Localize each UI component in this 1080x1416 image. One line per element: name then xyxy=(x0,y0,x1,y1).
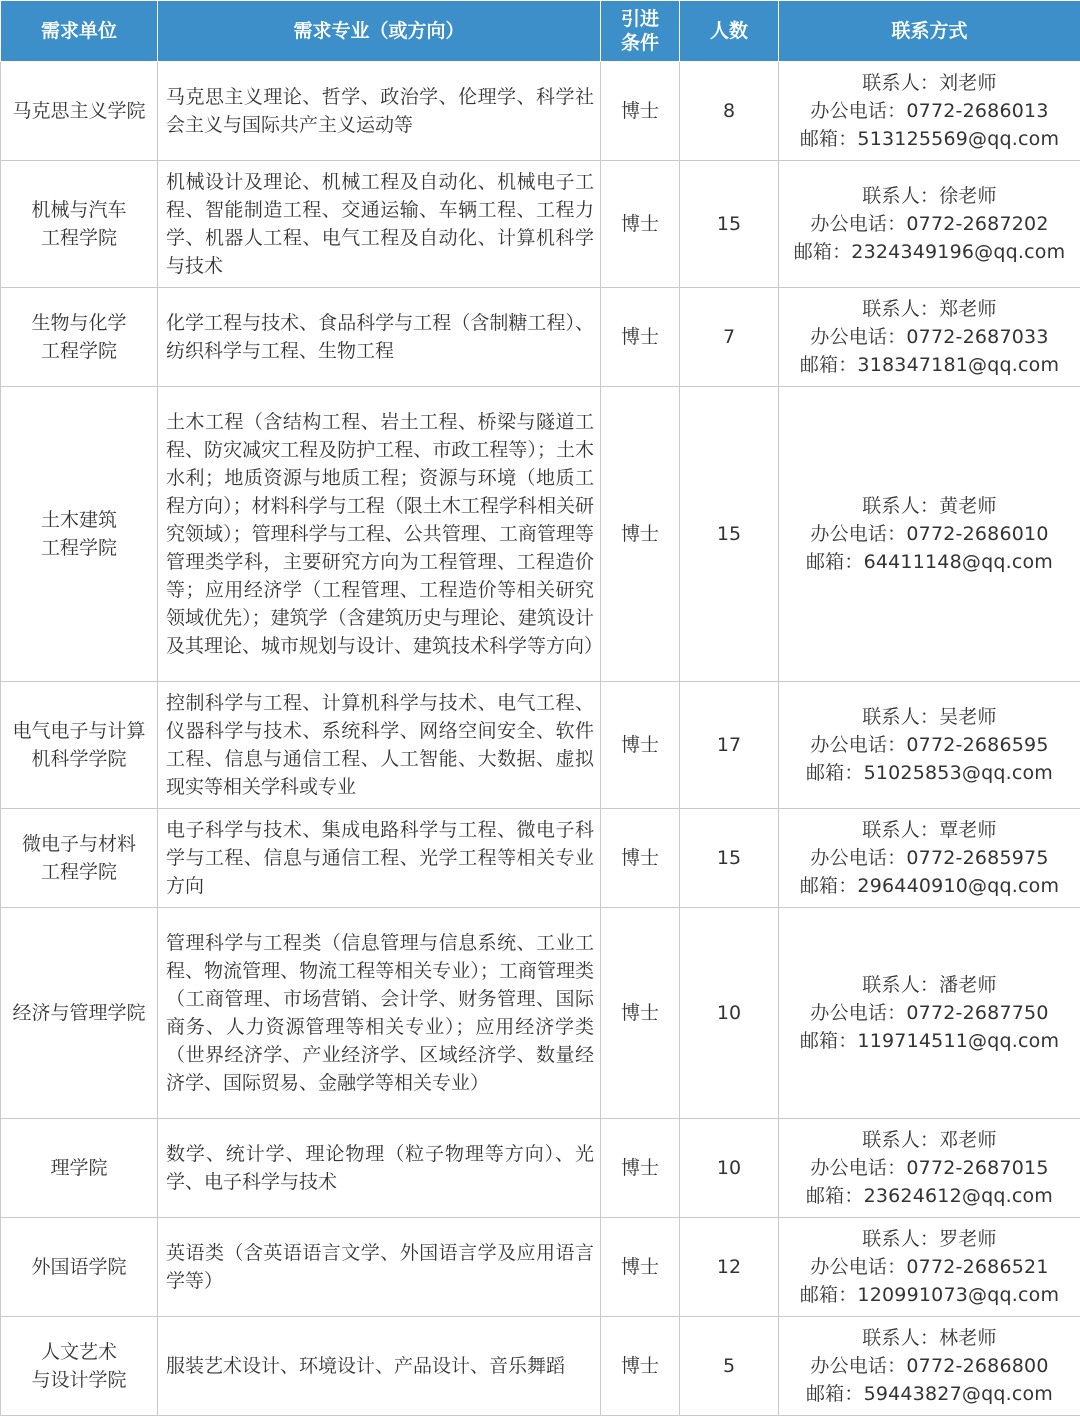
contact-person: 联系人：覃老师 xyxy=(779,816,1080,844)
unit-cell xyxy=(1,288,158,387)
count-cell: 15 xyxy=(680,161,779,288)
major-cell: 控制科学与工程、计算机科学与技术、电气工程、仪器科学与技术、系统科学、网络空间安全、软件工程、信息与通信工程、人工智能、大数据、虚拟现实等相关学科或专业 xyxy=(158,682,601,809)
contact-cell xyxy=(779,161,1080,288)
contact-person: 联系人：徐老师 xyxy=(779,182,1080,210)
unit-name-line: 土木建筑 xyxy=(3,506,155,534)
contact-cell xyxy=(779,62,1080,161)
condition-cell: 博士 xyxy=(601,1317,680,1416)
contact-email: 邮箱：64411148@qq.com xyxy=(779,548,1080,576)
major-cell: 马克思主义理论、哲学、政治学、伦理学、科学社会主义与国际共产主义运动等 xyxy=(158,62,601,161)
contact-cell xyxy=(779,387,1080,682)
major-cell: 数学、统计学、理论物理（粒子物理等方向）、光学、电子科学与技术 xyxy=(158,1119,601,1218)
table-row xyxy=(1,1119,1080,1218)
condition-cell: 博士 xyxy=(601,161,680,288)
unit-name-line: 工程学院 xyxy=(3,337,155,365)
unit-name-line: 人文艺术 xyxy=(3,1338,155,1366)
table-row xyxy=(1,62,1080,161)
table-row xyxy=(1,387,1080,682)
contact-phone: 办公电话：0772-2687202 xyxy=(779,210,1080,238)
unit-cell xyxy=(1,908,158,1119)
contact-email: 邮箱：296440910@qq.com xyxy=(779,872,1080,900)
major-cell: 英语类（含英语语言文学、外国语言学及应用语言学等） xyxy=(158,1218,601,1317)
table-header xyxy=(1,1,1080,62)
contact-phone: 办公电话：0772-2686521 xyxy=(779,1253,1080,1281)
unit-cell xyxy=(1,1218,158,1317)
major-cell: 服装艺术设计、环境设计、产品设计、音乐舞蹈 xyxy=(158,1317,601,1416)
unit-name-line: 理学院 xyxy=(3,1154,155,1182)
condition-cell: 博士 xyxy=(601,682,680,809)
header-major: 需求专业（或方向） xyxy=(158,1,601,62)
major-cell: 机械设计及理论、机械工程及自动化、机械电子工程、智能制造工程、交通运输、车辆工程、工程力学、机器人工程、电气工程及自动化、计算机科学与技术 xyxy=(158,161,601,288)
count-cell: 15 xyxy=(680,809,779,908)
table-row xyxy=(1,288,1080,387)
unit-name-line: 工程学院 xyxy=(3,224,155,252)
condition-cell: 博士 xyxy=(601,1119,680,1218)
count-cell: 17 xyxy=(680,682,779,809)
header-row xyxy=(1,1,1080,62)
contact-phone: 办公电话：0772-2687015 xyxy=(779,1154,1080,1182)
major-cell: 化学工程与技术、食品科学与工程（含制糖工程）、纺织科学与工程、生物工程 xyxy=(158,288,601,387)
condition-cell: 博士 xyxy=(601,288,680,387)
table-row xyxy=(1,809,1080,908)
condition-cell: 博士 xyxy=(601,809,680,908)
unit-name-line: 生物与化学 xyxy=(3,309,155,337)
unit-cell xyxy=(1,161,158,288)
count-cell: 12 xyxy=(680,1218,779,1317)
contact-cell xyxy=(779,1218,1080,1317)
contact-email: 邮箱：120991073@qq.com xyxy=(779,1281,1080,1309)
condition-cell: 博士 xyxy=(601,1218,680,1317)
contact-phone: 办公电话：0772-2686013 xyxy=(779,97,1080,125)
count-cell: 5 xyxy=(680,1317,779,1416)
contact-person: 联系人：吴老师 xyxy=(779,703,1080,731)
contact-cell xyxy=(779,908,1080,1119)
header-condition-line2: 条件 xyxy=(601,31,679,55)
unit-name-line: 微电子与材料 xyxy=(3,830,155,858)
unit-name-line: 与设计学院 xyxy=(3,1366,155,1394)
condition-cell: 博士 xyxy=(601,387,680,682)
contact-email: 邮箱：318347181@qq.com xyxy=(779,351,1080,379)
condition-cell: 博士 xyxy=(601,62,680,161)
major-cell: 土木工程（含结构工程、岩土工程、桥梁与隧道工程、防灾减灾工程及防护工程、市政工程等）；土木水利；地质资源与地质工程；资源与环境（地质工程方向）；材料科学与工程（限土木工程学科相关研究领域）；管理科学与工程、公共管理、工商管理等管理类学科，主要研究方向为工程管理、工程造价等；应用经济学（工程管理、工程造价等相关研究领域优先）；建筑学（含建筑历史与理论、建筑设计及其理论、城市规划与设计、建筑技术科学等方向） xyxy=(158,387,601,682)
header-condition xyxy=(601,1,680,62)
contact-email: 邮箱：23624612@qq.com xyxy=(779,1182,1080,1210)
count-cell: 10 xyxy=(680,1119,779,1218)
table-row xyxy=(1,161,1080,288)
count-cell: 15 xyxy=(680,387,779,682)
header-count: 人数 xyxy=(680,1,779,62)
contact-email: 邮箱：119714511@qq.com xyxy=(779,1027,1080,1055)
unit-name-line: 经济与管理学院 xyxy=(3,999,155,1027)
table-row xyxy=(1,1218,1080,1317)
condition-cell: 博士 xyxy=(601,908,680,1119)
count-cell: 10 xyxy=(680,908,779,1119)
contact-cell xyxy=(779,1317,1080,1416)
contact-person: 联系人：黄老师 xyxy=(779,492,1080,520)
unit-name-line: 马克思主义学院 xyxy=(3,97,155,125)
contact-phone: 办公电话：0772-2687750 xyxy=(779,999,1080,1027)
count-cell: 7 xyxy=(680,288,779,387)
unit-name-line: 机械与汽车 xyxy=(3,196,155,224)
count-cell: 8 xyxy=(680,62,779,161)
unit-name-line: 工程学院 xyxy=(3,534,155,562)
contact-person: 联系人：刘老师 xyxy=(779,69,1080,97)
contact-email: 邮箱：513125569@qq.com xyxy=(779,125,1080,153)
table-row xyxy=(1,682,1080,809)
contact-cell xyxy=(779,1119,1080,1218)
major-cell: 管理科学与工程类（信息管理与信息系统、工业工程、物流管理、物流工程等相关专业）；工商管理类（工商管理、市场营销、会计学、财务管理、国际商务、人力资源管理等相关专业）；应用经济学类（世界经济学、产业经济学、区域经济学、数量经济学、国际贸易、金融学等相关专业） xyxy=(158,908,601,1119)
contact-phone: 办公电话：0772-2687033 xyxy=(779,323,1080,351)
contact-email: 邮箱：59443827@qq.com xyxy=(779,1380,1080,1408)
major-cell: 电子科学与技术、集成电路科学与工程、微电子科学与工程、信息与通信工程、光学工程等相关专业方向 xyxy=(158,809,601,908)
contact-person: 联系人：郑老师 xyxy=(779,295,1080,323)
unit-name-line: 电气电子与计算 xyxy=(3,717,155,745)
contact-phone: 办公电话：0772-2686010 xyxy=(779,520,1080,548)
contact-phone: 办公电话：0772-2685975 xyxy=(779,844,1080,872)
unit-cell xyxy=(1,1119,158,1218)
header-condition-line1: 引进 xyxy=(601,7,679,31)
unit-name-line: 机科学学院 xyxy=(3,745,155,773)
unit-name-line: 外国语学院 xyxy=(3,1253,155,1281)
contact-cell xyxy=(779,288,1080,387)
contact-person: 联系人：邓老师 xyxy=(779,1126,1080,1154)
unit-cell xyxy=(1,1317,158,1416)
header-contact: 联系方式 xyxy=(779,1,1080,62)
contact-email: 邮箱：51025853@qq.com xyxy=(779,759,1080,787)
unit-name-line: 工程学院 xyxy=(3,858,155,886)
contact-cell xyxy=(779,809,1080,908)
table-body xyxy=(1,62,1080,1416)
unit-cell xyxy=(1,387,158,682)
contact-email: 邮箱：2324349196@qq.com xyxy=(779,238,1080,266)
table-row xyxy=(1,908,1080,1119)
unit-cell xyxy=(1,682,158,809)
header-unit: 需求单位 xyxy=(1,1,158,62)
table-row xyxy=(1,1317,1080,1416)
contact-person: 联系人：罗老师 xyxy=(779,1225,1080,1253)
unit-cell xyxy=(1,62,158,161)
contact-phone: 办公电话：0772-2686800 xyxy=(779,1352,1080,1380)
contact-person: 联系人：潘老师 xyxy=(779,971,1080,999)
contact-person: 联系人：林老师 xyxy=(779,1324,1080,1352)
contact-cell xyxy=(779,682,1080,809)
contact-phone: 办公电话：0772-2686595 xyxy=(779,731,1080,759)
unit-cell xyxy=(1,809,158,908)
